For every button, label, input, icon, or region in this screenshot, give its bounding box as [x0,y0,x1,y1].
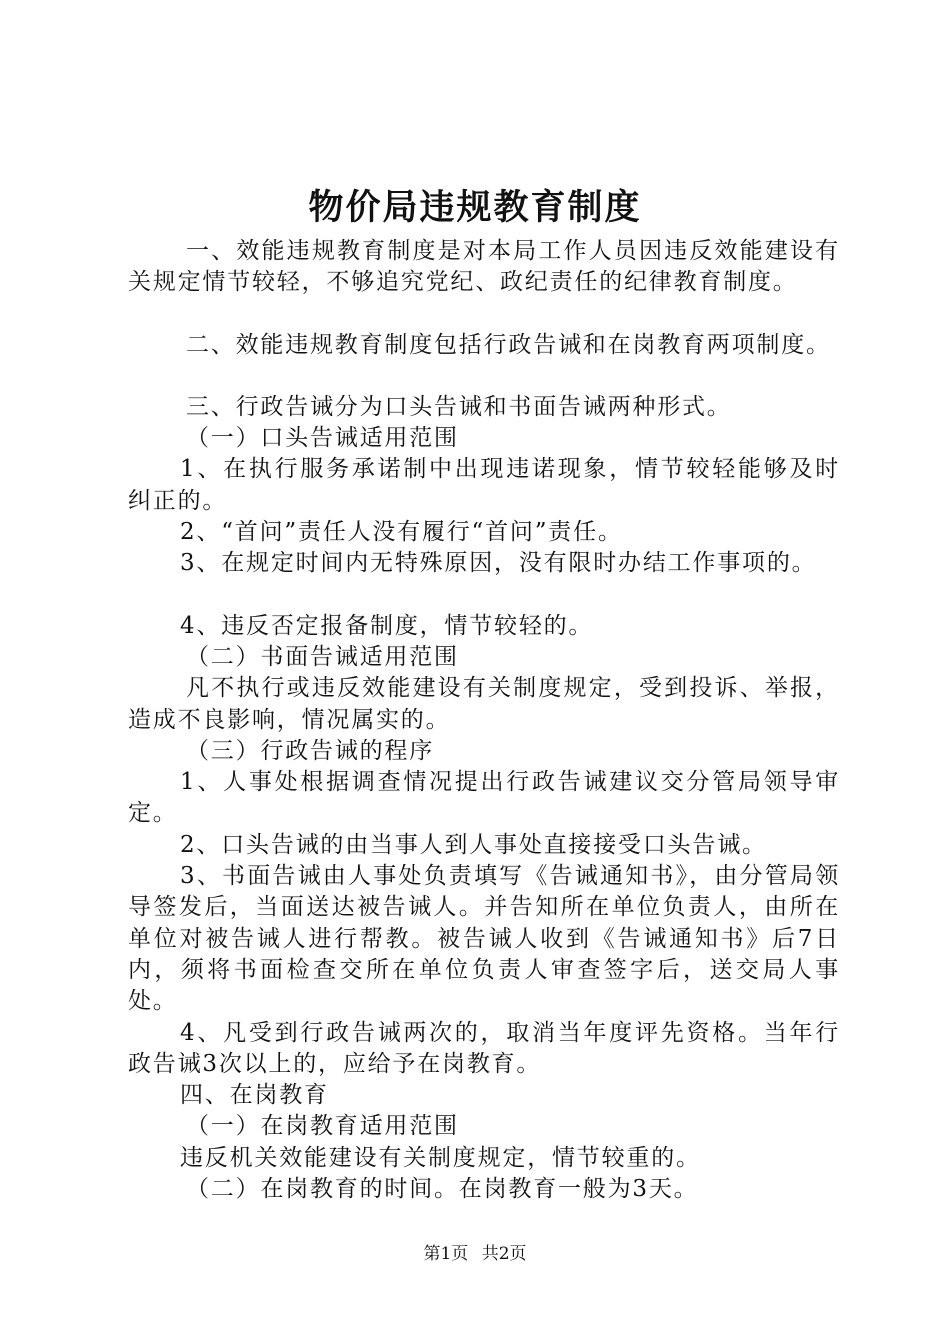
paragraph-15: 4、凡受到行政告诫两次的，取消当年度评先资格。当年行政告诫3次以上的，应给予在岗教育。 [128,1019,840,1077]
document-title: 物价局违规教育制度 [308,187,642,228]
paragraph-11: （三）行政告诫的程序 [186,737,434,764]
paragraph-17: （一）在岗教育适用范围 [186,1113,459,1140]
document-body [128,236,840,1205]
paragraph-13: 2、口头告诫的由当事人到人事处直接接受口头告诫。 [180,831,767,858]
paragraph-5: 1、在执行服务承诺制中出现违诺现象，情节较轻能够及时纠正的。 [128,456,840,514]
paragraph-12: 1、人事处根据调查情况提出行政告诫建议交分管局领导审定。 [128,769,840,827]
paragraph-14: 3、书面告诫由人事处负责填写《告诫通知书》，由分管局领导签发后，当面送达被告诫人。并告知所在单位负责人，由所在单位对被告诫人进行帮教。被告诫人收到《告诫通知书》后7日内，须将书面检查交所在单位负责人审查签字后，送交局人事处。 [128,863,840,1015]
paragraph-19: （二）在岗教育的时间。在岗教育一般为3天。 [186,1176,699,1203]
paragraph-7: 3、在规定时间内无特殊原因，没有限时办结工作事项的。 [180,550,817,577]
paragraph-8: 4、违反否定报备制度，情节较轻的。 [180,612,594,639]
paragraph-16: 四、在岗教育 [180,1082,329,1109]
page-total: 共2页 [481,1244,527,1264]
paragraph-2: 二、效能违规教育制度包括行政告诫和在岗教育两项制度。 [186,331,831,358]
paragraph-6: 2、“首问”责任人没有履行“首问”责任。 [180,519,623,546]
paragraph-4: （一）口头告诫适用范围 [186,425,459,452]
paragraph-3: 三、行政告诫分为口头告诫和书面告诫两种形式。 [186,393,732,420]
paragraph-1: 一、效能违规教育制度是对本局工作人员因违反效能建设有关规定情节较轻，不够追究党纪、政纪责任的纪律教育制度。 [128,238,840,296]
paragraph-18: 违反机关效能建设有关制度规定，情节较重的。 [180,1144,701,1171]
page-number: 第1页 [423,1244,469,1264]
paragraph-10: 凡不执行或违反效能建设有关制度规定，受到投诉、举报，造成不良影响，情况属实的。 [128,675,840,733]
page-footer [0,1243,950,1265]
paragraph-9: （二）书面告诫适用范围 [186,643,459,670]
